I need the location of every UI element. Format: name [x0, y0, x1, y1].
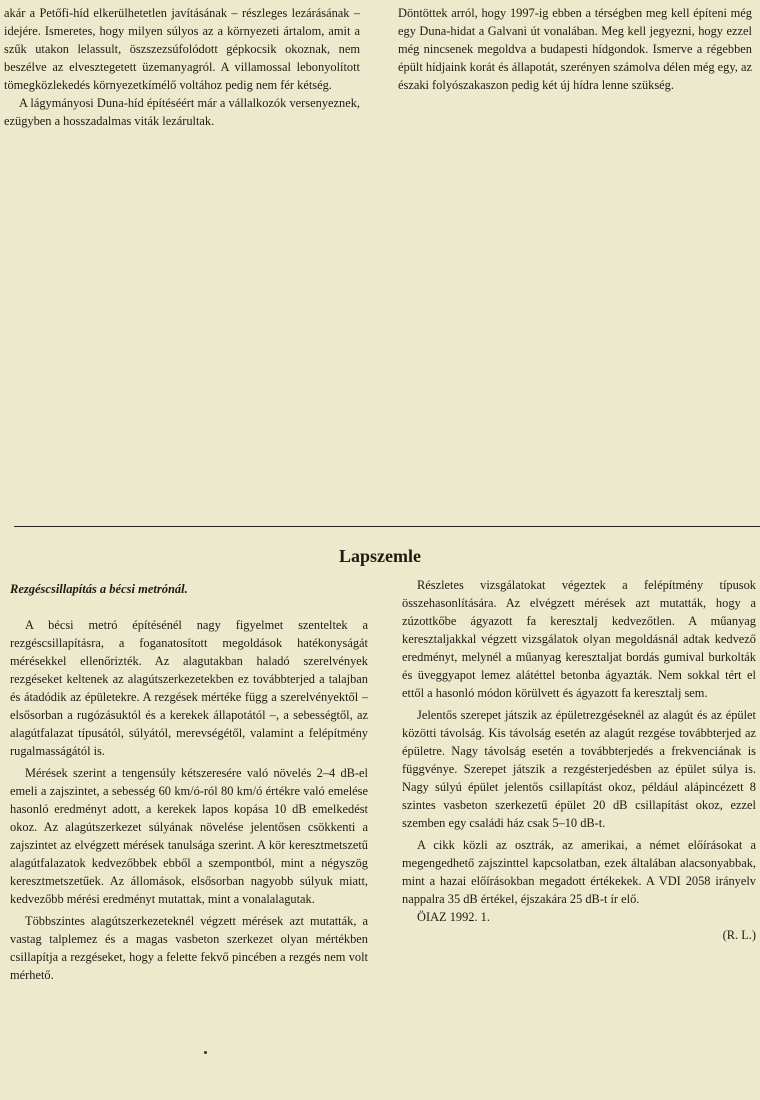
paragraph: Többszintes alagútszerkezeteknél végzett mérések azt mutatták, a vastag talplemez és a magas vasbeton szerkezet olyan mértékben csillapítja a rezgéseket, hogy a felette fekvő pincében a rezgés nem volt mérhető. — [10, 914, 368, 982]
section-divider — [14, 526, 760, 527]
paragraph: Jelentős szerepet játszik az épületrezgéseknél az alagút és az épület közötti távolság. Kis távolság esetén az alagút rezgése továbbterjed az épületre. Nagy távolság esetén a továbbterjedés a frekvenciának is függvénye. Szerepet játszik a rezgésterjedésben az épület súlya is. Nagy súlyú épület jelentős csillapítást okoz, például alápincézett 8 szintes vasbeton szerkezetű épület 20 dB csillapítást okoz, ezzel szemben egy családi ház csak 5–10 dB-t. — [402, 708, 756, 830]
page-dot — [204, 1051, 207, 1054]
article-right-column — [402, 576, 756, 944]
paragraph: A cikk közli az osztrák, az amerikai, a német előírásokat a megengedhető zajszinttel kapcsolatban, ezek általában alacsonyabbak, mint a hazai előírásokban megadott értékekek. A VDI 2058 irányelv nappalra 35 dB értékel, éjszakára 25 dB-t ír elő. — [402, 838, 756, 906]
author-initials: (R. L.) — [722, 928, 756, 942]
paragraph: Döntöttek arról, hogy 1997-ig ebben a térségben meg kell építeni még egy Duna-hidat a Galvani út vonalában. Meg kell jegyezni, hogy ezzel még nincsenek megoldva a budapesti hídgondok. Ismerve a régebben épült hídjaink korát és állapotát, szerényen számolva délen még egy, az északi folyószakaszon pedig két új hídra lenne szükség. — [398, 6, 752, 92]
top-right-column — [398, 4, 752, 94]
article-left-column — [10, 616, 368, 984]
paragraph: A lágymányosi Duna-híd építéséért már a vállalkozók versenyeznek, ezügyben a hosszadalmas viták lezárultak. — [4, 96, 360, 128]
top-left-column — [4, 4, 360, 130]
paragraph: A bécsi metró építésénél nagy figyelmet szenteltek a rezgéscsillapításra, a foganatosított megoldások hatékonyságát mérésekkel ellenőrizték. Az alagutakban haladó szerelvények rezgéseket keltenek az alagútszerkezetekben ez továbbterjed a talajban és átadódik az épületekre. A rezgések mértéke függ a szerelvényektől – elsősorban a rugózásuktól és a kerekek állapotától –, a sebességtől, az alagútfalazat típusától, súlyától, merevségétől, valamint a felépítmény rugalmasságától is. — [10, 618, 368, 758]
source-citation: ÖIAZ 1992. 1. — [417, 910, 490, 924]
paragraph: akár a Petőfi-híd elkerülhetetlen javításának – részleges lezárásának – idejére. Ismeretes, hogy milyen súlyos az a környezeti ártalom, amit a szűk utakon lelassult, öszszezsúfolódott gépkocsik okoznak, nem beszélve az elvesztegetett üzemanyagról. A villamossal lebonyolított tömegközlekedés környezetkímélő voltához pedig nem fér kétség. — [4, 6, 360, 92]
section-title: Lapszemle — [339, 546, 421, 566]
article-title: Rezgéscsillapítás a bécsi metrónál. — [10, 582, 188, 596]
paragraph: Részletes vizsgálatokat végeztek a felépítmény típusok összehasonlítására. Az elvégzett mérések azt mutatták, hogy a zúzottkőbe ágyazott fa keresztalj kedvezőtlen. A műanyag keresztaljakkal végzett vizsgálatok olyan megoldásnál adtak kedvező eredményt, melynél a műanyag keresztaljat bordás gumival burkolták és üveggyapot lemez alátéttel betonba ágyazták. Nem sokkal tért el ettől a hasonló módon körülvett és ágyazott fa keresztalj sem. — [402, 578, 756, 700]
paragraph: Mérések szerint a tengensúly kétszeresére való növelés 2–4 dB-el emeli a zajszintet, a sebesség 60 km/ó-ról 80 km/ó értékre való emelése hasonló eredményt adott, a kerekek lapos kopása 10 dB emelkedést okoz. Az alagútszerkezet súlyának növelése jelentősen csökkenti a zajszintet az elvégzett mérések tanulsága szerint. A kör keresztmetszetű alagútfalazatok kedvezőbbek ebből a szempontból, mint a négyszög keresztmetszetűek. Az állomások, elsősorban nagyobb súlyuk miatt, kedvezőbb mérési eredményt mutattak, mint a vonalalagutak. — [10, 766, 368, 906]
